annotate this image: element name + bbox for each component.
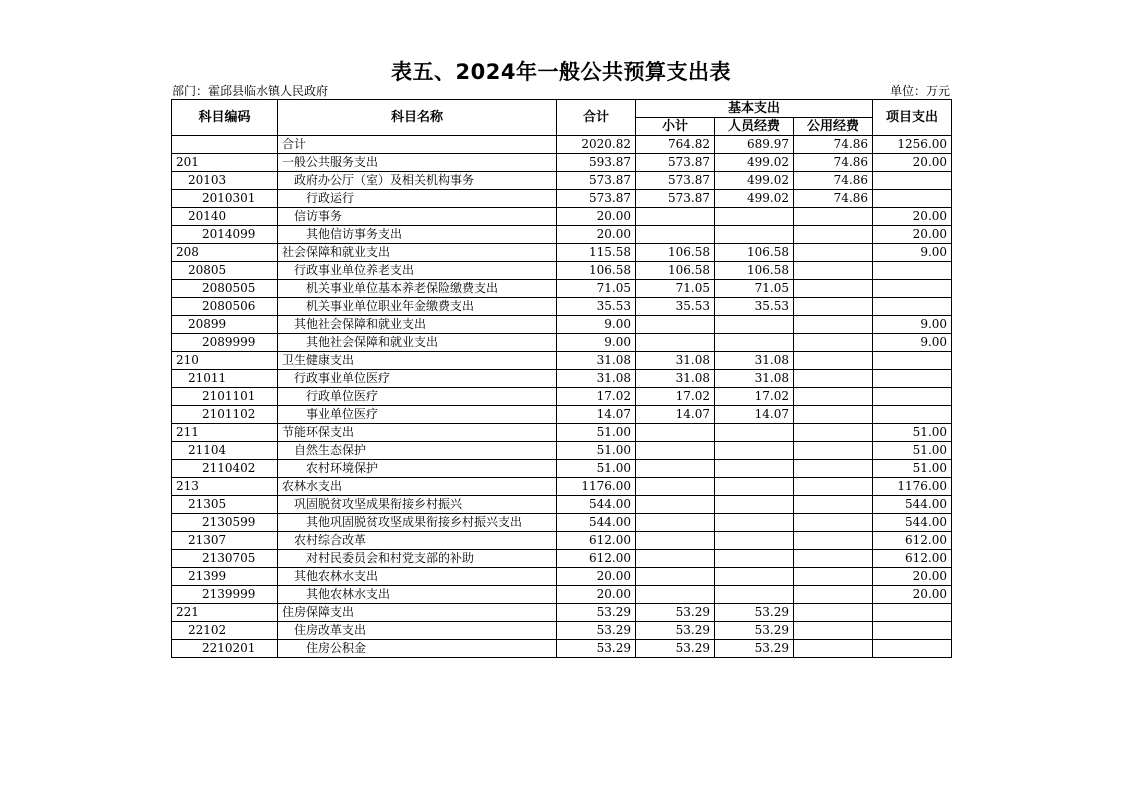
cell-project	[873, 298, 952, 316]
cell-code: 211	[172, 424, 278, 442]
cell-name: 行政事业单位医疗	[278, 370, 557, 388]
cell-total: 573.87	[557, 190, 636, 208]
cell-code: 21399	[172, 568, 278, 586]
table-row	[172, 334, 952, 352]
cell-public	[794, 478, 873, 496]
cell-total: 20.00	[557, 568, 636, 586]
cell-code	[172, 136, 278, 154]
cell-total: 593.87	[557, 154, 636, 172]
cell-project: 20.00	[873, 586, 952, 604]
cell-public	[794, 550, 873, 568]
cell-personnel: 17.02	[715, 388, 794, 406]
table-row	[172, 604, 952, 622]
cell-personnel: 35.53	[715, 298, 794, 316]
cell-name: 信访事务	[278, 208, 557, 226]
cell-personnel: 499.02	[715, 172, 794, 190]
cell-personnel: 31.08	[715, 352, 794, 370]
cell-personnel	[715, 424, 794, 442]
cell-project: 1176.00	[873, 478, 952, 496]
budget-table	[171, 99, 952, 658]
cell-code: 21305	[172, 496, 278, 514]
cell-name: 卫生健康支出	[278, 352, 557, 370]
cell-project	[873, 280, 952, 298]
cell-code: 2130705	[172, 550, 278, 568]
cell-personnel	[715, 208, 794, 226]
cell-personnel	[715, 478, 794, 496]
cell-total: 544.00	[557, 496, 636, 514]
cell-code: 210	[172, 352, 278, 370]
cell-code: 2101101	[172, 388, 278, 406]
cell-code: 2210201	[172, 640, 278, 658]
cell-personnel	[715, 226, 794, 244]
cell-public	[794, 496, 873, 514]
cell-subtotal: 71.05	[636, 280, 715, 298]
table-row	[172, 154, 952, 172]
cell-code: 201	[172, 154, 278, 172]
cell-public	[794, 424, 873, 442]
cell-public	[794, 316, 873, 334]
cell-public	[794, 262, 873, 280]
cell-code: 2080506	[172, 298, 278, 316]
cell-personnel: 689.97	[715, 136, 794, 154]
cell-name: 其他农林水支出	[278, 586, 557, 604]
cell-total: 2020.82	[557, 136, 636, 154]
cell-name: 农村环境保护	[278, 460, 557, 478]
cell-subtotal: 31.08	[636, 352, 715, 370]
cell-project: 612.00	[873, 550, 952, 568]
header-basic: 基本支出	[636, 100, 873, 118]
cell-subtotal	[636, 226, 715, 244]
cell-personnel	[715, 514, 794, 532]
cell-public	[794, 208, 873, 226]
cell-name: 农村综合改革	[278, 532, 557, 550]
cell-total: 51.00	[557, 424, 636, 442]
cell-personnel	[715, 316, 794, 334]
cell-code: 2110402	[172, 460, 278, 478]
table-row	[172, 136, 952, 154]
header-public: 公用经费	[794, 118, 873, 136]
cell-subtotal	[636, 532, 715, 550]
cell-code: 21307	[172, 532, 278, 550]
table-row	[172, 424, 952, 442]
cell-subtotal	[636, 586, 715, 604]
cell-total: 612.00	[557, 532, 636, 550]
cell-project	[873, 370, 952, 388]
cell-total: 53.29	[557, 640, 636, 658]
cell-total: 35.53	[557, 298, 636, 316]
header-total: 合计	[557, 100, 636, 136]
cell-subtotal: 53.29	[636, 640, 715, 658]
table-row	[172, 496, 952, 514]
cell-code: 21011	[172, 370, 278, 388]
cell-name: 其他社会保障和就业支出	[278, 334, 557, 352]
header-name: 科目名称	[278, 100, 557, 136]
cell-subtotal: 53.29	[636, 604, 715, 622]
cell-subtotal	[636, 424, 715, 442]
cell-total: 9.00	[557, 334, 636, 352]
cell-name: 其他巩固脱贫攻坚成果衔接乡村振兴支出	[278, 514, 557, 532]
cell-project	[873, 604, 952, 622]
cell-total: 17.02	[557, 388, 636, 406]
cell-code: 20140	[172, 208, 278, 226]
cell-code: 2130599	[172, 514, 278, 532]
cell-public	[794, 460, 873, 478]
cell-subtotal: 106.58	[636, 244, 715, 262]
cell-total: 51.00	[557, 460, 636, 478]
cell-public	[794, 586, 873, 604]
cell-public	[794, 334, 873, 352]
cell-public	[794, 532, 873, 550]
cell-project	[873, 352, 952, 370]
cell-name: 自然生态保护	[278, 442, 557, 460]
table-row	[172, 442, 952, 460]
cell-public	[794, 244, 873, 262]
cell-personnel: 53.29	[715, 640, 794, 658]
cell-subtotal: 31.08	[636, 370, 715, 388]
cell-subtotal	[636, 478, 715, 496]
table-body	[172, 136, 952, 658]
header-code: 科目编码	[172, 100, 278, 136]
cell-code: 2089999	[172, 334, 278, 352]
department-label: 部门：霍邱县临水镇人民政府	[172, 84, 329, 98]
cell-name: 一般公共服务支出	[278, 154, 557, 172]
cell-name: 住房公积金	[278, 640, 557, 658]
cell-project: 51.00	[873, 442, 952, 460]
cell-total: 612.00	[557, 550, 636, 568]
cell-subtotal	[636, 514, 715, 532]
cell-personnel: 31.08	[715, 370, 794, 388]
cell-name: 农林水支出	[278, 478, 557, 496]
cell-subtotal: 764.82	[636, 136, 715, 154]
cell-project	[873, 640, 952, 658]
cell-project: 51.00	[873, 424, 952, 442]
header-subtotal: 小计	[636, 118, 715, 136]
cell-name: 政府办公厅（室）及相关机构事务	[278, 172, 557, 190]
cell-name: 事业单位医疗	[278, 406, 557, 424]
cell-public	[794, 640, 873, 658]
cell-project: 20.00	[873, 226, 952, 244]
cell-personnel	[715, 568, 794, 586]
table-row	[172, 568, 952, 586]
cell-name: 其他社会保障和就业支出	[278, 316, 557, 334]
cell-subtotal: 573.87	[636, 154, 715, 172]
cell-project: 20.00	[873, 568, 952, 586]
cell-total: 31.08	[557, 352, 636, 370]
cell-project: 20.00	[873, 208, 952, 226]
cell-public	[794, 604, 873, 622]
cell-public	[794, 352, 873, 370]
cell-project	[873, 190, 952, 208]
table-row	[172, 244, 952, 262]
cell-subtotal: 573.87	[636, 172, 715, 190]
cell-total: 53.29	[557, 604, 636, 622]
table-row	[172, 640, 952, 658]
cell-code: 20805	[172, 262, 278, 280]
cell-subtotal: 17.02	[636, 388, 715, 406]
cell-total: 20.00	[557, 208, 636, 226]
cell-subtotal	[636, 316, 715, 334]
cell-project	[873, 172, 952, 190]
cell-public: 74.86	[794, 190, 873, 208]
cell-code: 2014099	[172, 226, 278, 244]
cell-personnel: 71.05	[715, 280, 794, 298]
cell-project: 612.00	[873, 532, 952, 550]
cell-name: 节能环保支出	[278, 424, 557, 442]
table-row	[172, 352, 952, 370]
table-row	[172, 262, 952, 280]
cell-code: 208	[172, 244, 278, 262]
cell-public	[794, 442, 873, 460]
cell-total: 20.00	[557, 226, 636, 244]
cell-personnel	[715, 442, 794, 460]
cell-total: 106.58	[557, 262, 636, 280]
cell-subtotal: 106.58	[636, 262, 715, 280]
cell-project	[873, 388, 952, 406]
cell-project: 544.00	[873, 496, 952, 514]
cell-personnel: 106.58	[715, 244, 794, 262]
cell-public	[794, 298, 873, 316]
cell-code: 20899	[172, 316, 278, 334]
cell-project	[873, 622, 952, 640]
cell-name: 行政事业单位养老支出	[278, 262, 557, 280]
cell-name: 行政单位医疗	[278, 388, 557, 406]
table-row	[172, 532, 952, 550]
cell-project: 9.00	[873, 316, 952, 334]
cell-public	[794, 622, 873, 640]
cell-personnel	[715, 334, 794, 352]
table-row	[172, 406, 952, 424]
cell-subtotal	[636, 334, 715, 352]
cell-name: 对村民委员会和村党支部的补助	[278, 550, 557, 568]
cell-name: 机关事业单位职业年金缴费支出	[278, 298, 557, 316]
cell-code: 2101102	[172, 406, 278, 424]
header-personnel: 人员经费	[715, 118, 794, 136]
cell-project: 1256.00	[873, 136, 952, 154]
cell-public	[794, 406, 873, 424]
cell-code: 213	[172, 478, 278, 496]
cell-public	[794, 370, 873, 388]
cell-code: 22102	[172, 622, 278, 640]
table-row	[172, 316, 952, 334]
cell-name: 机关事业单位基本养老保险缴费支出	[278, 280, 557, 298]
cell-subtotal: 53.29	[636, 622, 715, 640]
cell-project: 544.00	[873, 514, 952, 532]
table-row	[172, 586, 952, 604]
cell-code: 20103	[172, 172, 278, 190]
cell-total: 31.08	[557, 370, 636, 388]
cell-project	[873, 262, 952, 280]
cell-personnel: 53.29	[715, 604, 794, 622]
cell-personnel: 499.02	[715, 154, 794, 172]
cell-public: 74.86	[794, 154, 873, 172]
table-row	[172, 226, 952, 244]
cell-public	[794, 280, 873, 298]
cell-total: 1176.00	[557, 478, 636, 496]
cell-code: 21104	[172, 442, 278, 460]
cell-name: 社会保障和就业支出	[278, 244, 557, 262]
cell-name: 行政运行	[278, 190, 557, 208]
cell-subtotal: 14.07	[636, 406, 715, 424]
cell-personnel: 106.58	[715, 262, 794, 280]
cell-name: 住房保障支出	[278, 604, 557, 622]
cell-project: 9.00	[873, 244, 952, 262]
cell-personnel	[715, 496, 794, 514]
cell-code: 221	[172, 604, 278, 622]
table-row	[172, 208, 952, 226]
cell-public	[794, 388, 873, 406]
cell-total: 51.00	[557, 442, 636, 460]
header-project: 项目支出	[873, 100, 952, 136]
unit-label: 单位：万元	[889, 84, 950, 98]
table-row	[172, 280, 952, 298]
table-row	[172, 550, 952, 568]
cell-subtotal: 35.53	[636, 298, 715, 316]
cell-personnel	[715, 550, 794, 568]
cell-total: 71.05	[557, 280, 636, 298]
cell-project: 51.00	[873, 460, 952, 478]
cell-project: 9.00	[873, 334, 952, 352]
cell-public	[794, 514, 873, 532]
table-row	[172, 622, 952, 640]
cell-name: 住房改革支出	[278, 622, 557, 640]
cell-personnel	[715, 586, 794, 604]
cell-code: 2139999	[172, 586, 278, 604]
cell-subtotal	[636, 442, 715, 460]
page-title: 表五、2024年一般公共预算支出表	[391, 60, 731, 84]
cell-personnel	[715, 532, 794, 550]
cell-subtotal	[636, 496, 715, 514]
cell-subtotal	[636, 460, 715, 478]
cell-subtotal	[636, 550, 715, 568]
cell-project: 20.00	[873, 154, 952, 172]
table-row	[172, 370, 952, 388]
cell-public: 74.86	[794, 136, 873, 154]
cell-public: 74.86	[794, 172, 873, 190]
table-row	[172, 190, 952, 208]
cell-subtotal	[636, 208, 715, 226]
cell-name: 其他农林水支出	[278, 568, 557, 586]
cell-total: 53.29	[557, 622, 636, 640]
cell-name: 合计	[278, 136, 557, 154]
cell-public	[794, 226, 873, 244]
cell-code: 2080505	[172, 280, 278, 298]
cell-total: 573.87	[557, 172, 636, 190]
table-row	[172, 478, 952, 496]
table-row	[172, 514, 952, 532]
cell-total: 20.00	[557, 586, 636, 604]
cell-code: 2010301	[172, 190, 278, 208]
cell-public	[794, 568, 873, 586]
table-row	[172, 460, 952, 478]
cell-total: 544.00	[557, 514, 636, 532]
cell-personnel: 14.07	[715, 406, 794, 424]
cell-personnel: 53.29	[715, 622, 794, 640]
cell-total: 14.07	[557, 406, 636, 424]
cell-name: 其他信访事务支出	[278, 226, 557, 244]
cell-subtotal: 573.87	[636, 190, 715, 208]
cell-total: 115.58	[557, 244, 636, 262]
table-row	[172, 388, 952, 406]
cell-subtotal	[636, 568, 715, 586]
cell-total: 9.00	[557, 316, 636, 334]
cell-personnel	[715, 460, 794, 478]
cell-personnel: 499.02	[715, 190, 794, 208]
cell-name: 巩固脱贫攻坚成果衔接乡村振兴	[278, 496, 557, 514]
cell-project	[873, 406, 952, 424]
table-row	[172, 298, 952, 316]
table-row	[172, 172, 952, 190]
